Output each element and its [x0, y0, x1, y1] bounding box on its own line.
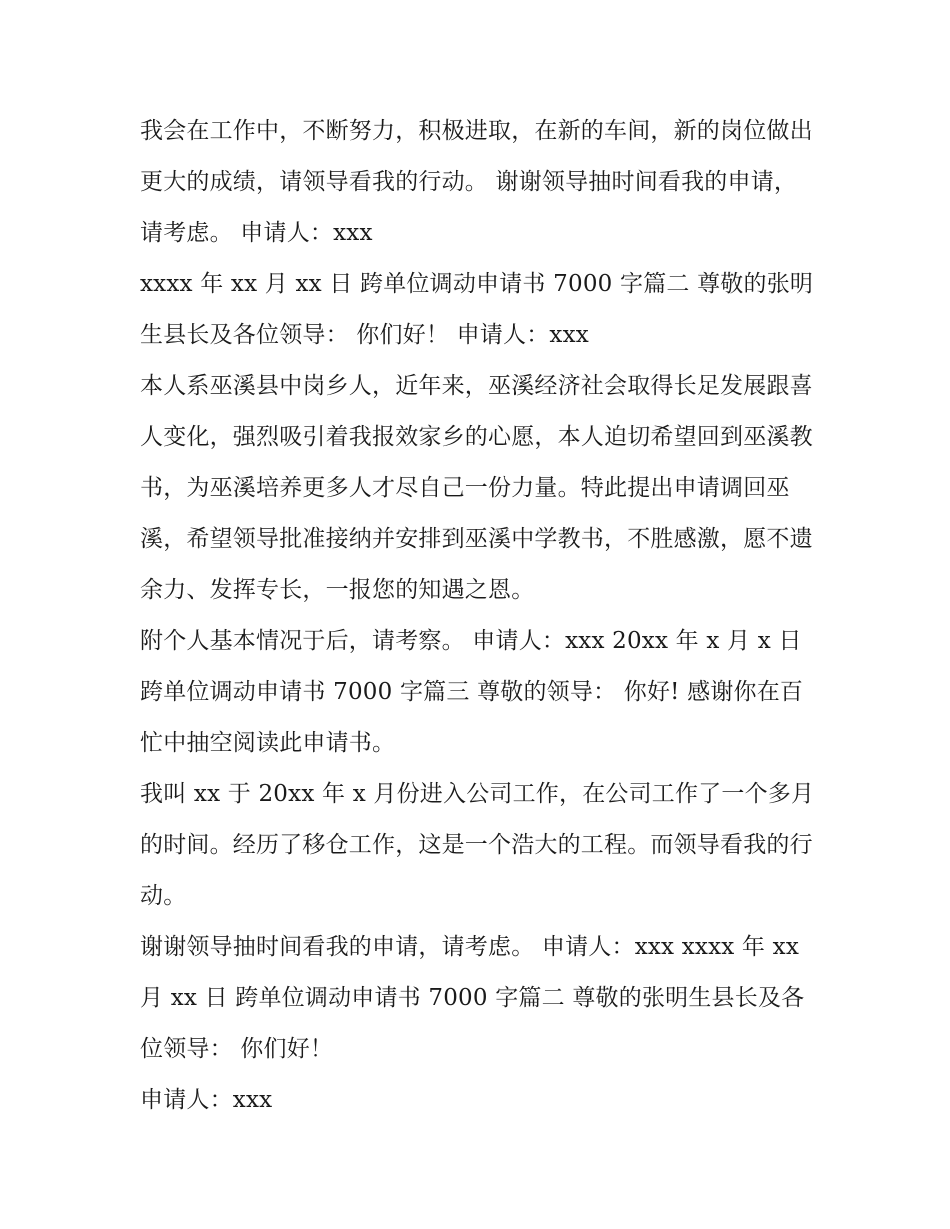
- paragraph-3: 本人系巫溪县中岗乡人，近年来，巫溪经济社会取得长足发展跟喜人变化，强烈吸引着我报效家乡的心愿，本人迫切希望回到巫溪教书，为巫溪培养更多人才尽自己一份力量。特此提出申请调回巫溪，希望领导批准接纳并安排到巫溪中学教书，不胜感激，愿不遗余力、发挥专长，一报您的知遇之恩。: [140, 373, 813, 603]
- paragraph-1: 我会在工作中，不断努力，积极进取，在新的车间，新的岗位做出更大的成绩，请领导看我的行动。 谢谢领导抽时间看我的申请，请考虑。 申请人：xxx: [140, 118, 813, 246]
- paragraph-5: 我叫 xx 于 20xx 年 x 月份进入公司工作，在公司工作了一个多月的时间。经历了移仓工作，这是一个浩大的工程。而领导看我的行动。: [140, 781, 815, 909]
- paragraph-4: 附个人基本情况于后，请考察。 申请人：xxx 20xx 年 x 月 x 日 跨单位调动申请书 7000 字篇三 尊敬的领导： 你好! 感谢你在百忙中抽空阅读此申请书。: [140, 628, 804, 756]
- paragraph-2: xxxx 年 xx 月 xx 日 跨单位调动申请书 7000 字篇二 尊敬的张明生县长及各位领导： 你们好！ 申请人：xxx: [140, 271, 814, 348]
- paragraph-7: 申请人：xxx: [140, 1087, 273, 1113]
- paragraph-6: 谢谢领导抽时间看我的申请，请考虑。 申请人：xxx xxxx 年 xx 月 xx 日 跨单位调动申请书 7000 字篇二 尊敬的张明生县长及各位领导： 你们好！: [140, 934, 805, 1062]
- document-body: [140, 106, 820, 1126]
